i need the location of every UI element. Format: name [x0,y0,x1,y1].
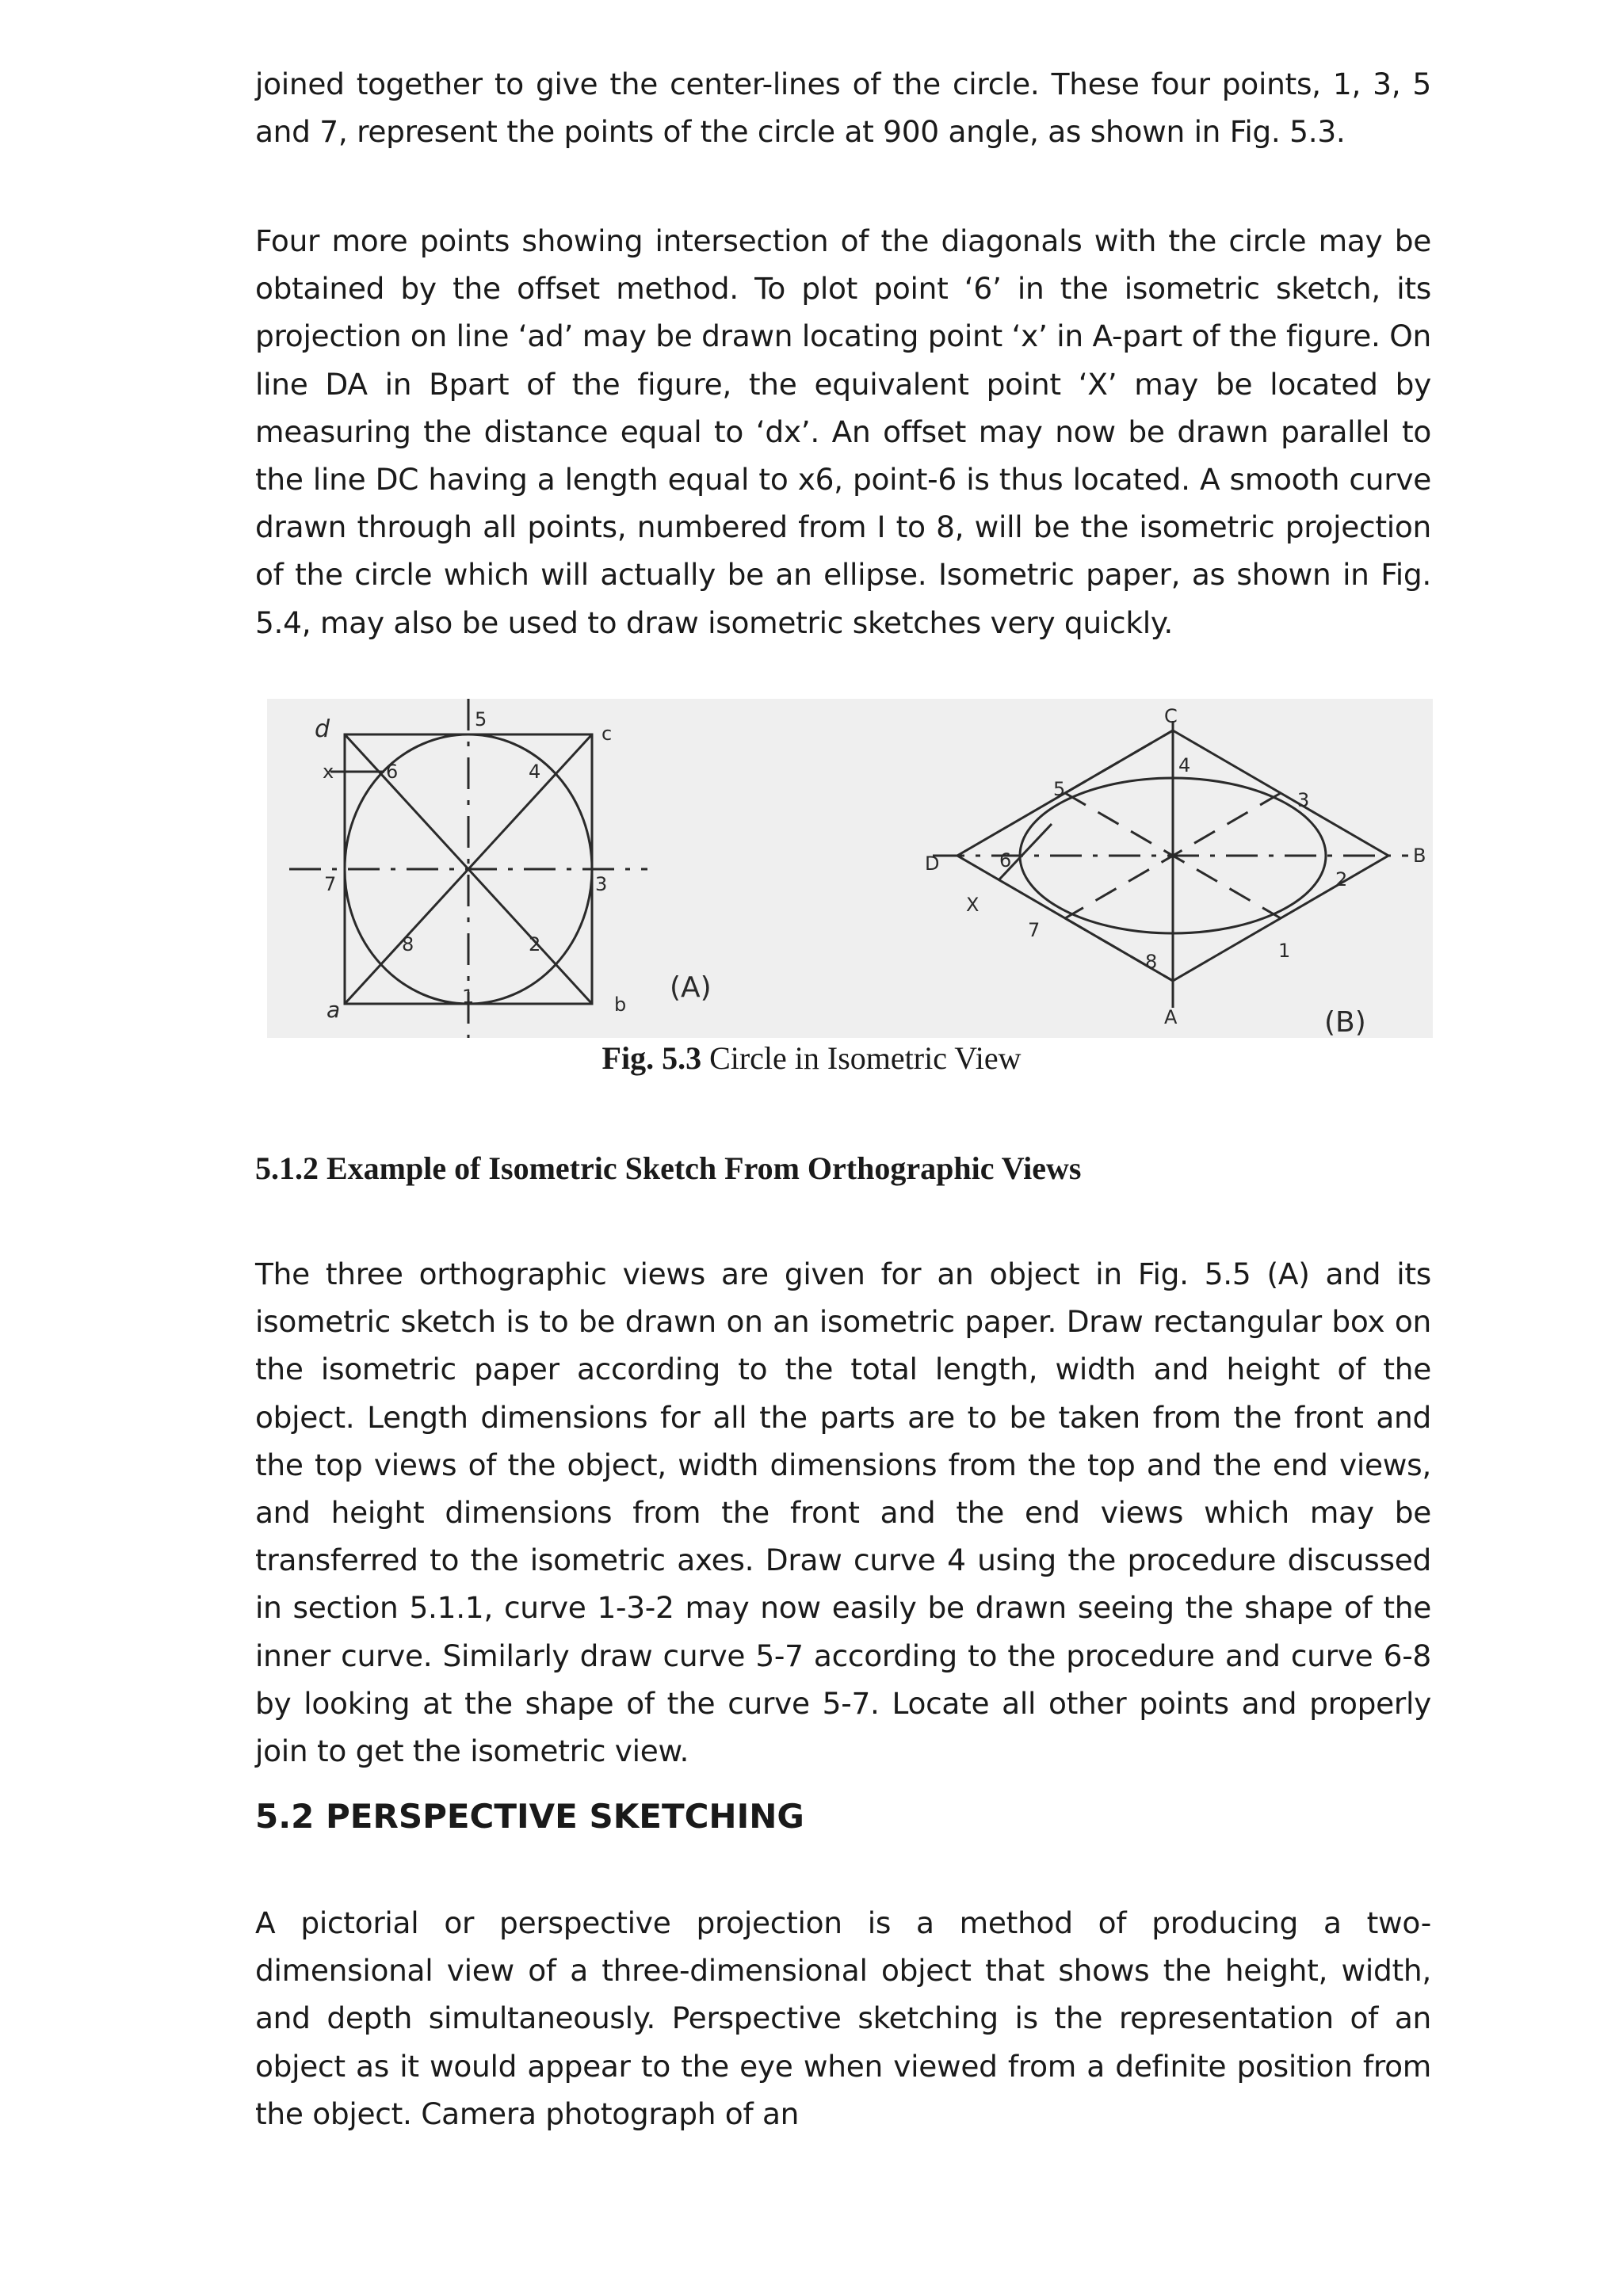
part-a-labels [315,708,712,1023]
part-b-labels [925,705,1426,1038]
subsection-heading: 5.1.2 Example of Isometric Sketch From Orthographic Views [255,1150,1082,1186]
figure-5-3 [267,699,1433,1038]
part-a-point-7: 7 [324,873,337,895]
part-a-point-4: 4 [529,761,541,783]
section-heading: 5.2 PERSPECTIVE SKETCHING [255,1797,804,1836]
part-b-point-3: 3 [1297,789,1310,811]
part-a-corner-b: b [614,994,627,1016]
figure-drawing [267,699,1433,1038]
part-a-point-2: 2 [529,933,541,955]
part-a-point-5: 5 [475,708,487,730]
part-a-corner-a: a [327,997,341,1023]
figure-caption-text: Circle in Isometric View [701,1040,1022,1076]
paragraph-2: Four more points showing intersection of the diagonals with the circle may be obtained by the offset method. To plot point ‘6’ in the isometric sketch, its projection on line ‘ad’ may be drawn locating point ‘x’ in A-part of the figure. On line DA in Bpart of the figure, the equivalent point ‘X’ may be located by measuring the distance equal to ‘dx’. An offset may now be drawn parallel to the line DC having a length equal to x6, point-6 is thus located. A smooth curve drawn through all points, numbered from I to 8, will be the isometric projection of the circle which will actually be an ellipse. Isometric paper, as shown in Fig. 5.4, may also be used to draw isometric sketches very quickly. [255,223,1431,640]
part-b-point-4: 4 [1178,754,1191,776]
part-b-point-6: 6 [999,849,1012,871]
part-b-label: (B) [1324,1006,1366,1038]
part-a-point-8: 8 [402,933,414,955]
part-b-point-X: X [966,894,980,916]
part-b-point-2: 2 [1335,868,1348,891]
part-b-corner-B: B [1413,845,1426,867]
figure-caption [0,1039,1623,1077]
figure-caption-label: Fig. 5.3 [601,1040,702,1076]
part-b-point-8: 8 [1145,951,1158,973]
part-b-point-1: 1 [1278,940,1291,962]
part-a-corner-d: d [315,715,330,743]
paragraph-1: joined together to give the center-lines of the circle. These four points, 1, 3, 5 and 7, represent the points of the circle at 900 angle, as shown in Fig. 5.3. [255,67,1431,150]
paragraph-4: A pictorial or perspective projection is a method of producing a two-dimensional view of a three-dimensional object that shows the height, width, and depth simultaneously. Perspective sketching is the representation of an object as it would appear to the eye when viewed from a definite position from the object. Camera photograph of an [255,1905,1431,2131]
paragraph-3: The three orthographic views are given for an object in Fig. 5.5 (A) and its isometric sketch is to be drawn on an isometric paper. Draw rectangular box on the isometric paper according to the total length, width and height of the object. Length dimensions for all the parts are to be taken from the front and the top views of the object, width dimensions from the top and the end views, and height dimensions from the front and the end views which may be transferred to the isometric axes. Draw curve 4 using the procedure discussed in section 5.1.1, curve 1-3-2 may now easily be drawn seeing the shape of the inner curve. Similarly draw curve 5-7 according to the procedure and curve 6-8 by looking at the shape of the curve 5-7. Locate all other points and properly join to get the isometric view. [255,1257,1431,1769]
part-b-point-5: 5 [1053,778,1066,800]
part-b-corner-C: C [1164,705,1178,727]
part-a-label: (A) [670,971,712,1004]
part-b-corner-A: A [1164,1006,1178,1028]
part-a-corner-c: c [601,723,613,745]
part-b-point-7: 7 [1028,919,1041,941]
part-b-corner-D: D [925,852,940,875]
part-a-point-6: 6 [386,761,399,783]
part-a-point-x: x [323,761,334,783]
part-a-point-3: 3 [595,873,608,895]
part-a-point-1: 1 [462,986,475,1008]
